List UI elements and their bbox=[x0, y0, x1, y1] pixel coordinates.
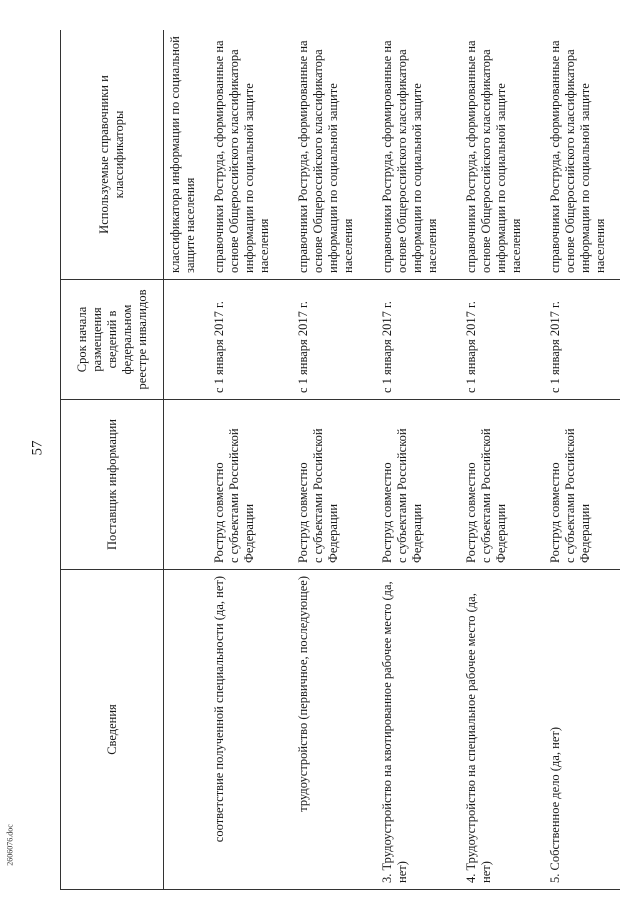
cell-start-date: с 1 января 2017 г. bbox=[292, 280, 376, 400]
cell-references: справочники Роструда, сформированные на основе Общероссийского классификатора информации по социальной защите населения bbox=[460, 30, 544, 280]
cell-info bbox=[164, 570, 208, 890]
provider-text: Роструд совместно с субъектами Российской Федерации bbox=[463, 428, 508, 563]
cell-references: справочники Роструда, сформированные на основе Общероссийского классификатора информации по социальной защите населения bbox=[376, 30, 460, 280]
cell-info: 5. Собственное дело (да, нет) bbox=[544, 570, 621, 890]
provider-text: Роструд совместно с субъектами Российской Федерации bbox=[295, 428, 340, 563]
cell-provider bbox=[208, 400, 292, 570]
table-row bbox=[164, 30, 208, 890]
cell-start-date: с 1 января 2017 г. bbox=[376, 280, 460, 400]
provider-text: Роструд совместно с субъектами Российской Федерации bbox=[211, 428, 256, 563]
cell-references: справочники Роструда, сформированные на основе Общероссийского классификатора информации по социальной защите населения bbox=[292, 30, 376, 280]
cell-provider bbox=[292, 400, 376, 570]
cell-info: 4. Трудоустройство на специальное рабочее место (да, нет) bbox=[460, 570, 544, 890]
table-row bbox=[460, 30, 544, 890]
cell-info: соответствие полученной специальности (да, нет) bbox=[208, 570, 292, 890]
register-table bbox=[60, 30, 620, 890]
table-header-row bbox=[61, 30, 164, 890]
cell-info: трудоустройство (первичное, последующее) bbox=[292, 570, 376, 890]
table-row bbox=[208, 30, 292, 890]
cell-info: 3. Трудоустройство на квотированное рабочее место (да, нет) bbox=[376, 570, 460, 890]
document-table-wrapper bbox=[60, 30, 620, 890]
table-row bbox=[544, 30, 621, 890]
table-row bbox=[292, 30, 376, 890]
cell-references: справочники Роструда, сформированные на основе Общероссийского классификатора информации по социальной защите населения bbox=[208, 30, 292, 280]
rotated-table-container bbox=[60, 30, 620, 890]
header-info: Сведения bbox=[61, 570, 164, 890]
cell-start-date: с 1 января 2017 г. bbox=[544, 280, 621, 400]
cell-start-date: с 1 января 2017 г. bbox=[208, 280, 292, 400]
cell-provider bbox=[460, 400, 544, 570]
cell-start-date bbox=[164, 280, 208, 400]
header-start-date: Срок начала размещения сведений в федеральном реестре инвалидов bbox=[61, 280, 164, 400]
cell-provider bbox=[544, 400, 621, 570]
header-provider: Поставщик информации bbox=[61, 400, 164, 570]
provider-text: Роструд совместно с субъектами Российской Федерации bbox=[379, 428, 424, 563]
page-number: 57 bbox=[29, 440, 46, 456]
provider-text: Роструд совместно с субъектами Российской Федерации bbox=[547, 428, 592, 563]
header-references: Используемые справочники и классификаторы bbox=[61, 30, 164, 280]
cell-provider bbox=[164, 400, 208, 570]
cell-provider bbox=[376, 400, 460, 570]
table-row bbox=[376, 30, 460, 890]
cell-references: справочники Роструда, сформированные на основе Общероссийского классификатора информации по социальной защите населения bbox=[544, 30, 621, 280]
cell-references: классификатора информации по социальной защите населения bbox=[164, 30, 208, 280]
cell-start-date: с 1 января 2017 г. bbox=[460, 280, 544, 400]
document-code: 2606076.doc bbox=[5, 824, 15, 866]
